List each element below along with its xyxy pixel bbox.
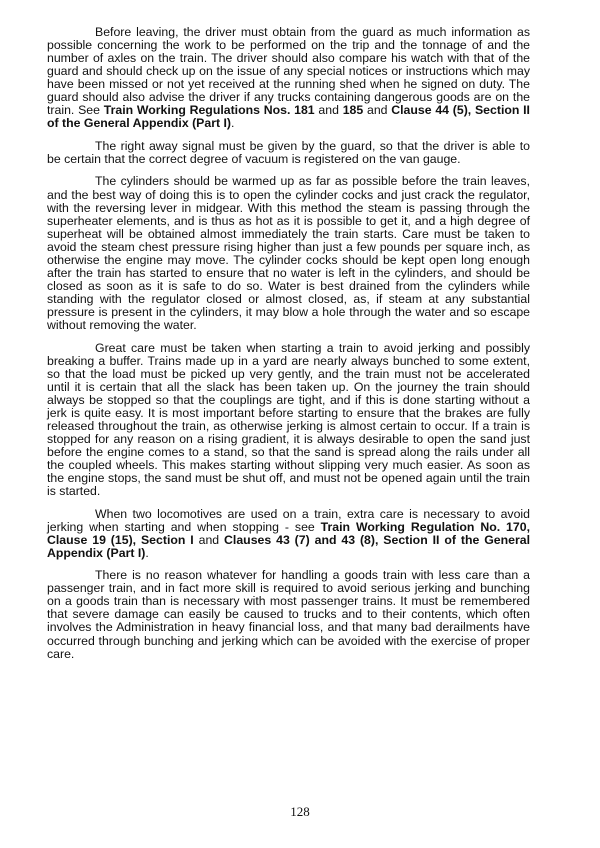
text-segment: . <box>231 116 235 131</box>
paragraph-two-locomotives <box>47 508 530 560</box>
paragraph-departure-info <box>47 26 530 130</box>
text-segment: The cylinders should be warmed up as far as possible before the train leaves, and the best way of doing this is to open the cylinder cocks and just crack the regulator, with the reversing lever in midgear. With this method the steam is passing through the superheater elements, and is thus as hot as it is possible to get it, and a high degree of superheat will be obtained almost immediately the train starts. Care must be taken to avoid the steam chest pressure rising higher than just a few pounds per square inch, as otherwise the engine may move. The cylinder cocks should be kept open long enough after the train has started to ensure that no water is left in the cylinders, and should be closed as soon as it is safe to do so. Water is best drained from the cylinders while standing with the regulator closed or almost closed, as, if steam at any substantial pressure is present in the cylinders, it may blow a hole through the water and so escape without removing the water. <box>47 174 530 332</box>
text-segment: and <box>363 103 392 118</box>
regulation-reference: Train Working Regulations Nos. 181 <box>103 103 315 118</box>
text-segment: There is no reason whatever for handling a goods train with less care than a passenger train, and in fact more skill is required to avoid serious jerking and bunching on a goods train than is necessary with most passenger trains. It must be remembered that severe damage can easily be caused to trucks and to their contents, which often involves the Administration in heavy financial loss, and that many bad derailments have occurred through bunching and jerking which can be avoided with the exercise of proper care. <box>47 568 530 661</box>
regulation-reference: Clauses 43 (7) and 43 (8), Section II of the General Appendix (Part I) <box>47 532 530 560</box>
regulation-reference: Train Working Regulation No. 170, Clause 19 (15), Section I <box>47 519 530 547</box>
page-number: 128 <box>290 804 310 819</box>
text-segment: . <box>145 545 149 560</box>
paragraph-cylinders <box>47 175 530 332</box>
paragraph-starting-train <box>47 342 530 499</box>
text-segment: The right away signal must be given by the guard, so that the driver is able to be certain that the correct degree of vacuum is registered on the van gauge. <box>47 138 530 166</box>
text-segment: Before leaving, the driver must obtain from the guard as much information as possible concerning the work to be performed on the trip and the tonnage of and the number of axles on the train. The driver should also compare his watch with that of the guard and should check up on the issue of any special notices or instructions which may have been missed or not yet received at the running shed when he signed on duty. The guard should also advise the driver if any trucks containing dangerous goods are on the train. See <box>47 25 530 118</box>
paragraph-goods-train <box>47 569 530 660</box>
page-body <box>47 26 530 670</box>
regulation-reference: 185 <box>342 103 364 118</box>
regulation-reference: Clause 44 (5), Section II of the General Appendix (Part I) <box>47 103 530 131</box>
text-segment: and <box>314 103 343 118</box>
text-segment: Great care must be taken when starting a train to avoid jerking and possibly breaking a buffer. Trains made up in a yard are nearly always bunched to some extent, so that the load must be picked up very gently, and the train must not be accelerated until it is certain that all the slack has been taken up. On the journey the train should always be stopped so that the couplings are tight, and if this is done starting without a jerk is quite easy. It is most important before starting to ensure that the brakes are fully released throughout the train, as otherwise jerking is almost certain to occur. If a train is stopped for any reason on a rising gradient, it is always desirable to open the sand just before the engine comes to a stand, so that the sand is spread along the rails under all the coupled wheels. This makes starting without slipping very much easier. As soon as the engine stops, the sand must be shut off, and must not be opened again until the train is started. <box>47 340 530 499</box>
text-segment: and <box>193 532 225 547</box>
text-segment: When two locomotives are used on a train, extra care is necessary to avoid jerking when starting and when stopping - see <box>47 506 530 534</box>
paragraph-right-away-signal <box>47 140 530 166</box>
